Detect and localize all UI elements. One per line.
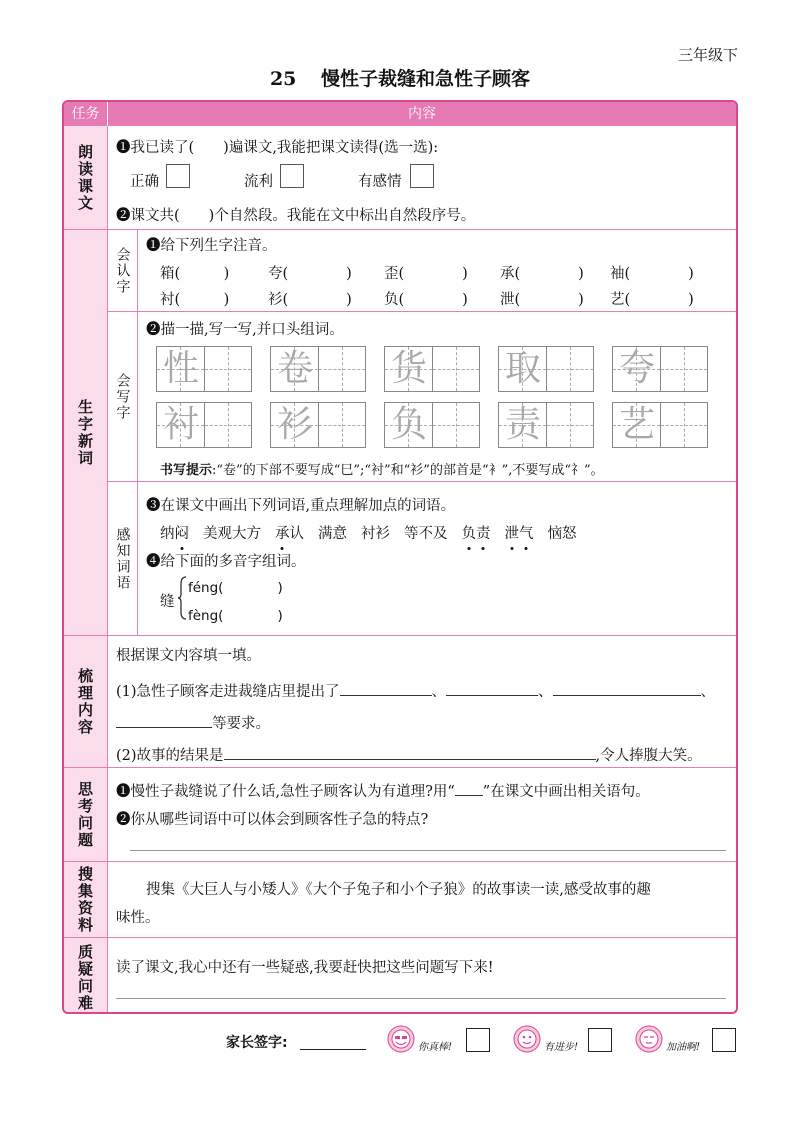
think-q2: ❷你从哪些词语中可以体会到顾客性子急的特点? [116, 812, 429, 828]
lesson-number: 25 [269, 68, 297, 90]
trace-char: 卷 [276, 348, 313, 389]
section-doubt-label: 质疑问难 [64, 938, 108, 1014]
trace-char: 衬 [162, 404, 199, 445]
section-think-label: 思考问题 [64, 768, 108, 862]
trace-char: 货 [390, 348, 427, 389]
trace-char: 取 [504, 348, 541, 389]
divider [108, 229, 736, 230]
answer-blank[interactable] [116, 714, 212, 728]
section-sort-label: 梳理内容 [64, 636, 108, 768]
vocab-word: 衬衫 [361, 526, 390, 542]
writing-grid[interactable] [498, 346, 594, 392]
divider [108, 937, 736, 938]
grade-label: 三年级下 [677, 46, 738, 64]
signature-line[interactable] [300, 1049, 366, 1050]
trace-char: 责 [504, 404, 541, 445]
badge-cheer-checkbox[interactable] [712, 1028, 736, 1052]
badge-great-checkbox[interactable] [466, 1028, 490, 1052]
lesson-title: 慢性子裁缝和急性子顾客 [321, 68, 531, 90]
reading-line1: ❶我已读了( )遍课文,我能把课文读得(选一选): [116, 140, 439, 156]
answer-blank[interactable] [553, 682, 701, 696]
badge-cheer: 加油啊! [666, 1042, 701, 1053]
sort-line2-text: 等要求。 [212, 716, 270, 732]
poly-char: 缝 [160, 594, 175, 610]
vocab-word: 纳闷 [160, 522, 189, 543]
sort-line1 [116, 680, 715, 701]
section-reading-label: 朗读课文 [64, 126, 108, 230]
section-words-label: 生字新词 [64, 230, 108, 636]
vocab-word: 承认 [275, 522, 304, 543]
write-label: 会写字 [108, 312, 138, 482]
pinyin-item: 承( ) [500, 266, 584, 282]
vocab-word: 等不及 [404, 526, 448, 542]
section-collect-label: 搜集资料 [64, 862, 108, 938]
q2-text: ❷描一描,写一写,并口头组词。 [146, 322, 344, 338]
think-q1-text: ❶慢性子裁缝说了什么话,急性子顾客认为有道理?用“ [116, 784, 455, 800]
sun-face-icon [634, 1024, 664, 1054]
trace-char: 艺 [618, 404, 655, 445]
sort-line3-end: ,令人捧腹大笑。 [595, 748, 702, 764]
hint-text: :“卷”的下部不要写成“巳”;“衬”和“衫”的部首是“衤”,不要写成“礻”。 [212, 463, 604, 478]
option-fluent-label: 流利 [244, 174, 273, 190]
sep: 、 [538, 684, 553, 700]
pinyin-row-2 [160, 288, 694, 309]
sort-line3-text: (2)故事的结果是 [116, 748, 224, 764]
collect-text-2: 味性。 [116, 910, 160, 926]
writing-grid[interactable] [156, 346, 252, 392]
doubt-text: 读了课文,我心中还有一些疑惑,我要赶快把这些问题写下来! [116, 960, 494, 976]
answer-line[interactable] [116, 998, 726, 999]
pinyin-item: 歪( ) [384, 266, 468, 282]
divider [138, 481, 736, 482]
writing-grid[interactable] [270, 346, 366, 392]
sort-line3 [116, 744, 702, 765]
vocab-word: 恼怒 [547, 526, 577, 542]
sep: 、 [431, 684, 447, 700]
poly-reading-2: fèng( ) [188, 608, 283, 624]
content-header: 内容 [108, 102, 736, 126]
perceive-label: 感知词语 [108, 482, 138, 636]
q3-text: ❸在课文中画出下列词语,重点理解加点的词语。 [146, 498, 456, 514]
vocab-word: 泄气 [505, 522, 534, 543]
think-q1-end: ”在课文中画出相关语句。 [482, 784, 650, 800]
poly-reading-1: féng( ) [188, 580, 283, 596]
brace-icon [177, 576, 187, 620]
q4-text: ❹给下面的多音字组词。 [146, 554, 306, 570]
sort-line1-text: (1)急性子顾客走进裁缝店里提出了 [116, 684, 340, 700]
trace-char: 负 [390, 404, 427, 445]
sep: 、 [700, 684, 716, 700]
pinyin-row-1 [160, 262, 694, 283]
task-header: 任务 [64, 102, 108, 126]
reading-line2: ❷课文共( )个自然段。我能在文中标出自然段序号。 [116, 208, 476, 224]
think-q1 [116, 780, 650, 801]
badge-great: 你真棒! [418, 1042, 453, 1053]
badge-progress: 有进步! [544, 1042, 579, 1053]
divider [108, 861, 736, 862]
vocab-word: 负责 [462, 522, 491, 543]
option-emotion-label: 有感情 [358, 174, 402, 190]
sort-intro: 根据课文内容填一填。 [116, 648, 261, 664]
vocab-row [160, 522, 577, 543]
trace-char: 夸 [618, 348, 655, 389]
trace-char: 性 [162, 348, 199, 389]
underline-mark [455, 782, 483, 796]
writing-grid[interactable] [384, 402, 480, 448]
sun-face-icon [512, 1024, 542, 1054]
trace-char: 衫 [276, 404, 313, 445]
pinyin-item: 衫( ) [268, 292, 352, 308]
answer-blank[interactable] [446, 682, 538, 696]
writing-grid[interactable] [384, 346, 480, 392]
pinyin-item: 泄( ) [500, 292, 584, 308]
answer-line[interactable] [130, 850, 726, 851]
option-correct-label: 正确 [130, 174, 159, 190]
recognize-label: 会认字 [108, 230, 138, 312]
divider [108, 635, 736, 636]
divider [108, 767, 736, 768]
pinyin-item: 衬( ) [160, 292, 230, 308]
pinyin-item: 艺( ) [610, 292, 694, 308]
sort-line2 [116, 712, 270, 733]
q1-text: ❶给下列生字注音。 [146, 238, 277, 254]
writing-grid[interactable] [498, 402, 594, 448]
answer-blank[interactable] [340, 682, 432, 696]
pinyin-item: 袖( ) [610, 266, 694, 282]
pinyin-item: 夸( ) [268, 266, 352, 282]
writing-grid[interactable] [612, 346, 708, 392]
writing-grid[interactable] [612, 402, 708, 448]
option-correct-checkbox[interactable] [166, 164, 190, 188]
vocab-word: 满意 [318, 526, 347, 542]
hint-label: 书写提示 [160, 463, 213, 478]
option-emotion-checkbox[interactable] [410, 164, 434, 188]
option-fluent-checkbox[interactable] [280, 164, 304, 188]
page-title [0, 64, 800, 91]
parent-sign-label: 家长签字: [226, 1035, 288, 1051]
writing-hint [160, 459, 604, 478]
pinyin-item: 箱( ) [160, 266, 230, 282]
collect-text-1: 搜集《大巨人与小矮人》《大个子兔子和小个子狼》的故事读一读,感受故事的趣 [146, 882, 651, 898]
writing-grid[interactable] [270, 402, 366, 448]
pinyin-item: 负( ) [384, 292, 468, 308]
answer-blank[interactable] [224, 746, 596, 760]
sun-face-icon [386, 1024, 416, 1054]
worksheet-table [62, 100, 738, 1014]
divider [138, 311, 736, 312]
writing-grid[interactable] [156, 402, 252, 448]
vocab-word: 美观大方 [203, 526, 261, 542]
badge-progress-checkbox[interactable] [588, 1028, 612, 1052]
